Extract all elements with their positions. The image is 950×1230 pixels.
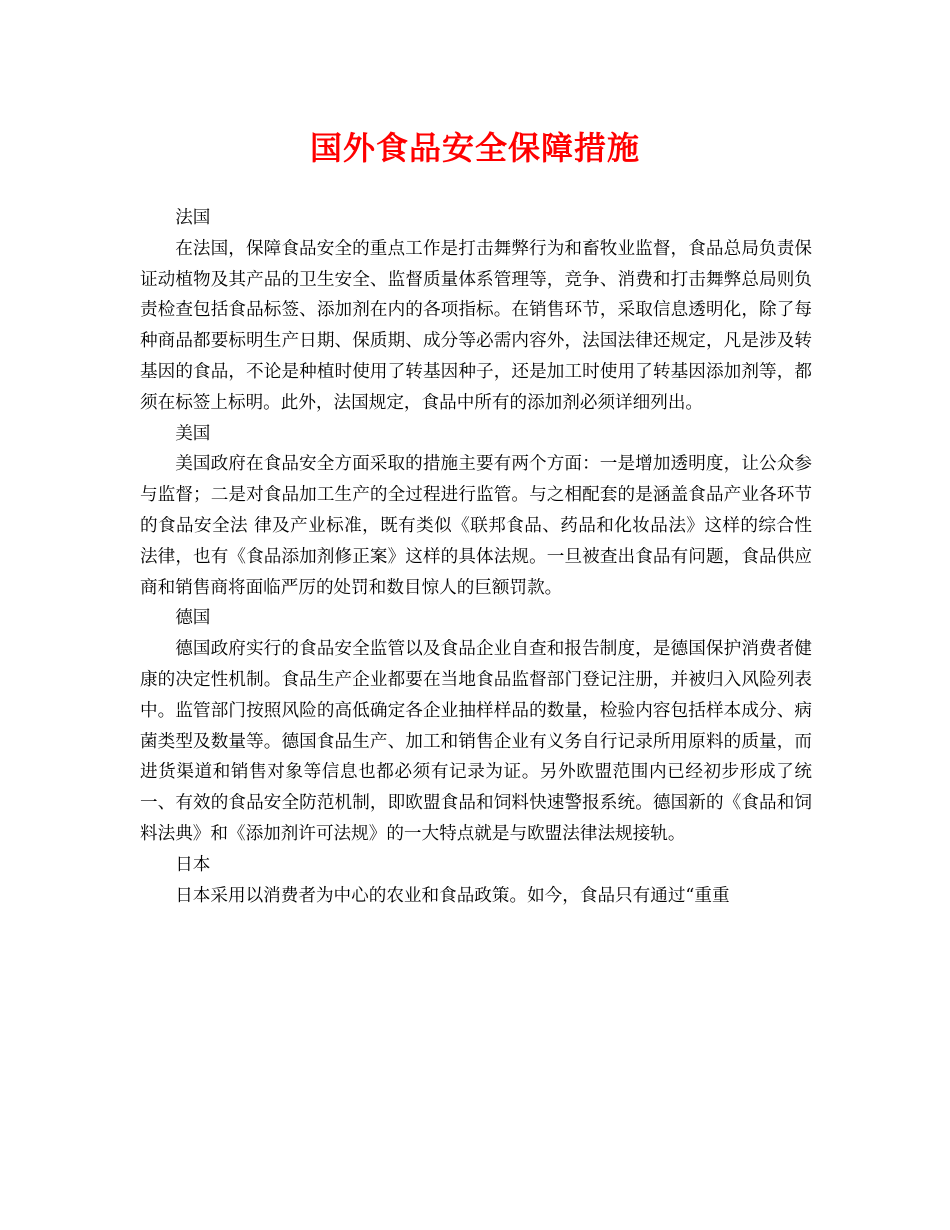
section-body-france: 在法国，保障食品安全的重点工作是打击舞弊行为和畜牧业监督，食品总局负责保证动植物及其产品的卫生安全、监督质量体系管理等，竞争、消费和打击舞弊总局则负责检查包括食品标签、添加剂在内的各项指标。在销售环节，采取信息透明化，除了每种商品都要标明生产日期、保质期、成分等必需内容外，法国法律还规定，凡是涉及转基因的食品，不论是种植时使用了转基因种子，还是加工时使用了转基因添加剂等，都须在标签上标明。此外，法国规定，食品中所有的添加剂必须详细列出。 (140, 238, 812, 413)
section-heading-france: 法国 (175, 208, 211, 228)
section-body-usa: 美国政府在食品安全方面采取的措施主要有两个方面：一是增加透明度，让公众参与监督；二是对食品加工生产的全过程进行监管。与之相配套的是涵盖食品产业各环节的食品安全法 律及产业标准，既有类似《联邦食品、药品和化妆品法》这样的综合性法律，也有《食品添加剂修正案》这样的具体法规。一旦被查出食品有问题，食品供应商和销售商将面临严厉的处罚和数目惊人的巨额罚款。 (140, 454, 812, 598)
section-body-japan: 日本采用以消费者为中心的农业和食品政策。如今，食品只有通过“重重 (175, 885, 730, 906)
document-title: 国外食品安全保障措施 (309, 129, 640, 167)
section-body-germany: 德国政府实行的食品安全监管以及食品企业自查和报告制度，是德国保护消费者健康的决定性机制。食品生产企业都要在当地食品监督部门登记注册，并被归入风险列表中。监管部门按照风险的高低确定各企业抽样样品的数量，检验内容包括样本成分、病菌类型及数量等。德国食品生产、加工和销售企业有义务自行记录所用原料的质量，而进货渠道和销售对象等信息也都必须有记录为证。另外欧盟范围内已经初步形成了统一、有效的食品安全防范机制，即欧盟食品和饲料快速警报系统。德国新的《食品和饲料法典》和《添加剂许可法规》的一大特点就是与欧盟法律法规接轨。 (140, 639, 812, 844)
document-body (140, 203, 812, 911)
section-heading-usa: 美国 (175, 423, 211, 444)
section-heading-germany: 德国 (175, 608, 211, 629)
section-heading-japan: 日本 (175, 854, 211, 875)
